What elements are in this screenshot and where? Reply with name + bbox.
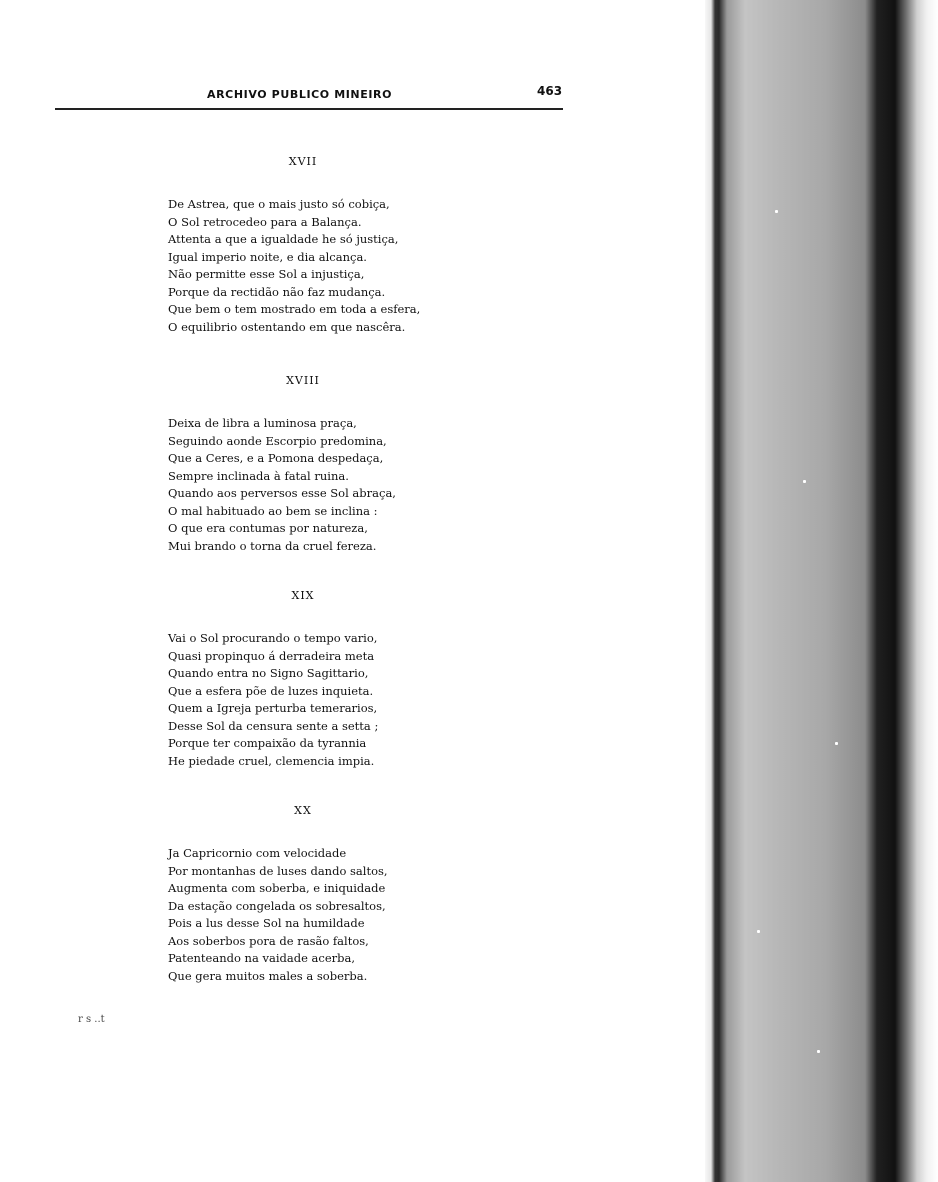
verse-line: Quasi propinquo á derradeira meta	[168, 648, 375, 663]
verse-line: Não permitte esse Sol a injustiça,	[168, 267, 365, 281]
stanza-numeral: XVII	[288, 155, 318, 168]
verse-line: Desse Sol da censura sente a setta ;	[168, 718, 379, 733]
running-header	[55, 86, 563, 110]
journal-title: ARCHIVO PUBLICO MINEIRO	[207, 88, 393, 101]
stanza-xx	[168, 804, 488, 985]
verse-line: Da estação congelada os sobresaltos,	[168, 898, 386, 913]
verse-line: Que bem o tem mostrado em toda a esfera,	[168, 302, 421, 316]
verse-line: Que a esfera põe de luzes inquieta.	[168, 683, 374, 698]
verse-line: O mal habituado ao bem se inclina :	[168, 503, 378, 518]
binding-speck	[803, 480, 806, 483]
verse-line: Pois a lus desse Sol na humildade	[168, 916, 365, 930]
verse-line: Quando entra no Signo Sagittario,	[168, 666, 369, 680]
binding-speck	[835, 742, 838, 745]
stanza-numeral: XVIII	[286, 374, 320, 387]
verse-line: O Sol retrocedeo para a Balança.	[168, 214, 362, 229]
header-rule	[55, 108, 563, 110]
binding-speck	[775, 210, 778, 213]
verse-line: Seguindo aonde Escorpio predomina,	[168, 433, 387, 448]
verse-line: O equilibrio ostentando em que nascêra.	[168, 319, 406, 334]
stanza-numeral: XX	[294, 804, 312, 817]
verse-line: Porque ter compaixão da tyrannia	[168, 736, 367, 750]
stanza-numeral: XIX	[291, 589, 315, 602]
verse-line: Igual imperio noite, e dia alcança.	[168, 249, 367, 264]
stanza-xix	[168, 589, 488, 770]
stanza-xvii	[168, 155, 488, 336]
margin-marks: r s ..t	[78, 1014, 105, 1025]
verse-line: Patenteando na vaidade acerba,	[168, 951, 356, 965]
verse-line: O que era contumas por natureza,	[168, 521, 368, 535]
verse-line: Mui brando o torna da cruel fereza.	[168, 538, 377, 553]
verse-line: He piedade cruel, clemencia impia.	[168, 753, 375, 768]
verse-line: Vai o Sol procurando o tempo vario,	[168, 631, 378, 645]
binding-speck	[757, 930, 760, 933]
stanza-xviii	[168, 374, 488, 555]
verse-line: Que a Ceres, e a Pomona despedaça,	[168, 451, 384, 465]
verse-line: Sempre inclinada à fatal ruina.	[168, 468, 349, 483]
verse-line: Que gera muitos males a soberba.	[168, 968, 368, 983]
binding-speck	[817, 1050, 820, 1053]
verse-line: Quem a Igreja perturba temerarios,	[168, 701, 378, 715]
page-number: 463	[537, 84, 563, 98]
verse-line: Por montanhas de luses dando saltos,	[168, 863, 388, 878]
verse-line: Deixa de libra a luminosa praça,	[168, 416, 357, 430]
verse-line: Augmenta com soberba, e iniquidade	[168, 881, 386, 895]
verse-line: Quando aos perversos esse Sol abraça,	[168, 486, 396, 500]
verse-line: Aos soberbos pora de rasão faltos,	[168, 933, 369, 948]
verse-line: Ja Capricornio com velocidade	[168, 846, 347, 860]
verse-line: De Astrea, que o mais justo só cobiça,	[168, 197, 390, 211]
verse-line: Porque da rectidão não faz mudança.	[168, 284, 386, 299]
book-binding-edge	[705, 0, 938, 1182]
verse-line: Attenta a que a igualdade he só justiça,	[168, 232, 399, 246]
